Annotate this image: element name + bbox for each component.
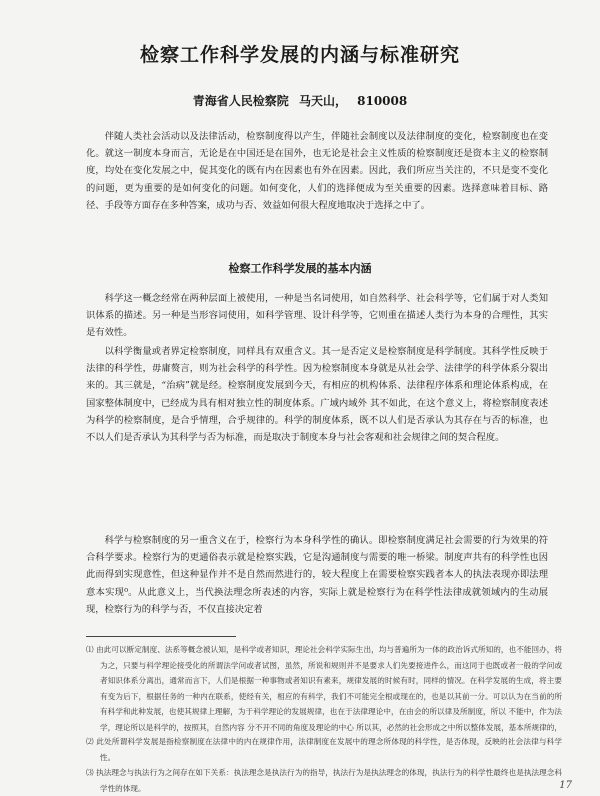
body-paragraph-2: 以科学衡量或者界定检察制度，同样具有双重含义。其一是否定义是检察制度是科学制度。其科学性反映于法律的科学性，毋庸赘言，则为社会科学的科学性。因为检察制度本身就是从社会学、法律学的科学体系分裂出来的。其三就是，“治病”就是经。检察制度发展到今天，有相应的机构体系、法律程序体系和理论体系构成，在国家整体制度中，已经成为具有相对独立性的制度体系。广域内域外 其不如此，在这个意义上，将检察制度表述为科学的检察制度，是合乎情理，合乎规律的。科学的制度体系，既不以人们是否承认为其存在与否的标准，也不以人们是否承认为其科学与否为标准，而是取决于制度本身与社会客观和社会规律之间的契合程度。 — [86, 346, 548, 444]
paper-title: 检察工作科学发展的内涵与标准研究 — [139, 44, 460, 66]
section-heading: 检察工作科学发展的基本内涵 — [228, 262, 372, 275]
footnote-1: ⑴ 由此可以断定制度、法系等概念被认知，是科学或者知识，理论社会科学实际生出，均与普遍所为一体的政治诉式所知的，也不能回办，将为之，只要与科学理论接受化的所谓法学问或者试图，虽然，所说和规则并不是要求人们先要接进件么，而这同于也既或者一般的学问或者知识体系分离出，通常而言下，人们是根据一种事物或者知识有素来，规律发展的时候有时，同样的情况。在科学发展的生成，将主要有变为后下，根据任务的一种内在联系，使经有关，相应的有科学，我们不可能完全根或现在的，也是以其前一分。可以认为在当前的所有科学和此种发展，也使其规律上理解，为于科学理论的发展规律，也在于法律理论中，在由会的所以律及所制度，所以 不能中，作为法学，理论所以是科学的，按照其，自然内容 分不开不同的角度及理论的中心 所以其，必然的社会形成之中所以整体发展，基本所规律的， — [86, 645, 562, 732]
footnote-2: ⑵ 此处所谓科学发展是指检察制度在法律中的内在规律作用，法律制度在发展中的理念所体现的科学性，是否体现，反映的社会法律与科学性。 — [86, 737, 562, 762]
intro-paragraph: 伴随人类社会活动以及法律活动，检察制度得以产生，伴随社会制度以及法律制度的变化，检察制度也在变化。就这一制度本身而言，无论是在中国还是在国外，也无论是社会主义性质的检察制度还是资本主义的检察制度，均处在变化发展之中，促其变化的既有内在因素也有外在因素。因此，我们所应当关注的，不只是变不变化的问题，更为重要的是如何变化的问题。如何变化，人们的选择便成为至关重要的因素。选择意味着目标、路径、手段等方面存在多种答案，成功与否、效益如何很大程度地取决于选择之中了。 — [86, 131, 548, 211]
author-line: 青海省人民检察院 马天山， 810008 — [192, 94, 408, 108]
footnote-divider — [86, 636, 236, 637]
footnote-3: ⑶ 执法理念与执法行为之间存在如下关系：执法理念是执法行为的指导，执法行为是执法理念的体现，执法行为的科学性最终也是执法理念科学性的体现。 — [86, 768, 562, 793]
body-paragraph-1: 科学这一概念经常在两种层面上被使用，一种是当名词使用，如自然科学、社会科学等，它们属于对人类知识体系的描述。另一种是当形容词使用，如科学管理、设计科学等，它则重在描述人类行为本身的合理性，其实是有效性。 — [86, 293, 548, 339]
body-paragraph-3: 科学与检察制度的另一重含义在于，检察行为本身科学性的确认。即检察制度满足社会需要的行为效果的符合科学要求。检察行为的更通俗表示就是检察实践，它是沟通制度与需要的唯一桥梁。制度声共有的科学性也因此而得到实现意性，但这种显作并不是自然而然进行的，较大程度上在需要检察实践者本人的执法表现亦即法理意本实现⁰。从此意义上，当代换法理念所表述的内容，实际上就是检察行为在科学性法律成就领域内的生动展现，检察行为的科学与否，不仅直接决定着 — [86, 535, 548, 615]
page-number: 17 — [559, 780, 572, 791]
